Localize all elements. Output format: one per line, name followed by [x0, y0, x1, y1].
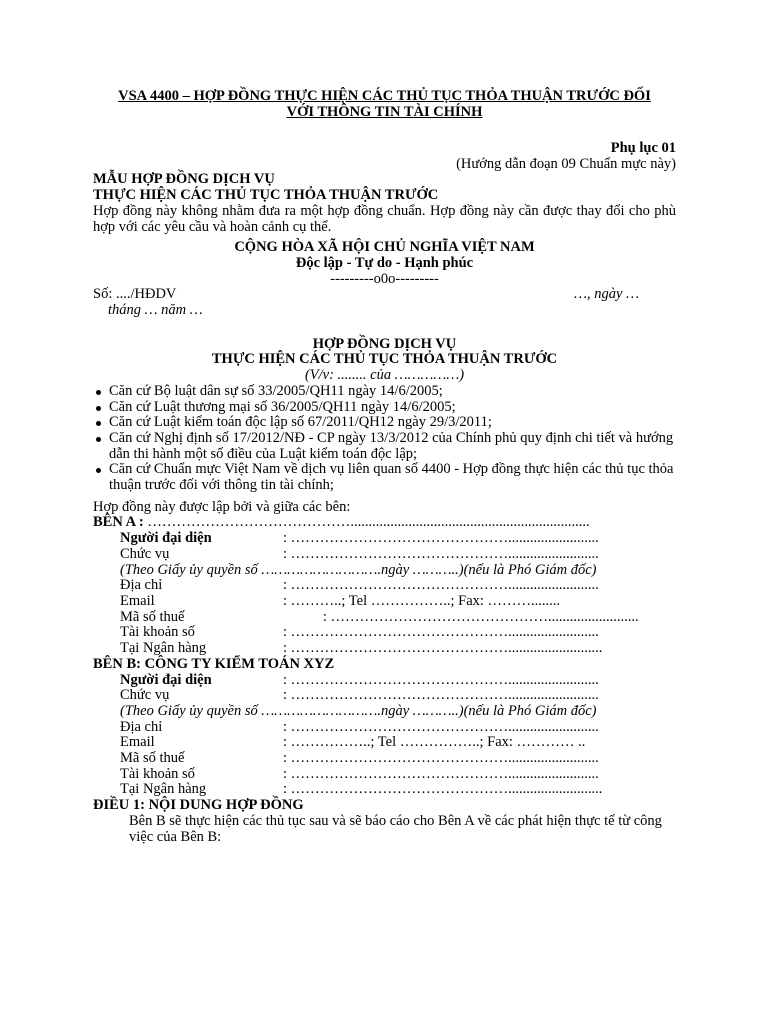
party-b-rep-label: Người đại diện	[120, 671, 212, 688]
party-b-authorization: (Theo Giấy ủy quyền số ……………………….ngày ………..)(nếu là Phó Giám đốc)	[120, 702, 597, 719]
document-title-line2: VỚI THÔNG TIN TÀI CHÍNH	[286, 104, 483, 120]
party-a-tax-label: Mã số thuế	[120, 608, 185, 625]
contract-number-line	[93, 287, 676, 303]
legal-basis-item: Căn cứ Bộ luật dân sự số 33/2005/QH11 ngày 14/6/2005;	[93, 384, 676, 400]
national-motto: Độc lập - Tự do - Hạnh phúc	[295, 254, 474, 271]
party-b-position-row	[93, 688, 676, 704]
party-b-bank-row	[93, 782, 676, 798]
party-b-address-row	[93, 720, 676, 736]
party-b-address-value: : ……………………………………….........................	[283, 719, 599, 735]
party-b-tax-row	[93, 751, 676, 767]
party-b-bank-value: : ………………………………………..........................	[283, 782, 603, 798]
contract-subject-line: (V/v: ........ của ……………)	[304, 367, 465, 384]
party-a-bank-value: : ………………………………………..........................	[283, 641, 603, 657]
parties-intro: Hợp đồng này được lập bởi và giữa các bên:	[93, 498, 351, 515]
country-name: CỘNG HÒA XÃ HỘI CHỦ NGHĨA VIỆT NAM	[234, 239, 535, 256]
party-a-heading	[93, 515, 676, 531]
contract-number: Số: ..../HĐDV	[93, 286, 177, 303]
party-b-tax-value: : ……………………………………….........................	[283, 751, 599, 767]
motto-separator: ---------o0o---------	[330, 270, 439, 287]
article-1-text: Bên B sẽ thực hiện các thủ tục sau và sẽ báo cáo cho Bên A về các phát hiện thực tế từ công việc của Bên B:	[129, 812, 662, 845]
template-title-2: THỰC HIỆN CÁC THỦ TỤC THỎA THUẬN TRƯỚC	[93, 187, 439, 204]
legal-bases-list	[93, 384, 676, 494]
template-title-1: MẪU HỢP ĐỒNG DỊCH VỤ	[93, 171, 275, 188]
party-b-position-value: : ……………………………………….........................	[283, 688, 599, 704]
party-a-authorization: (Theo Giấy ủy quyền số ……………………….ngày ………..)(nếu là Phó Giám đốc)	[120, 561, 597, 578]
contract-date-part1: …, ngày …	[574, 286, 639, 303]
party-a-account-label: Tài khoản số	[120, 624, 195, 641]
contract-date-part2: tháng … năm …	[108, 302, 203, 319]
party-b-rep-value: : ……………………………………….........................	[283, 672, 599, 688]
document-title-line1: VSA 4400 – HỢP ĐỒNG THỰC HIỆN CÁC THỦ TỤC THỎA THUẬN TRƯỚC ĐỐI	[118, 88, 651, 104]
party-a-name-fill: ……………………………………..................................................................	[147, 514, 590, 531]
party-a-rep-row	[93, 531, 676, 547]
party-a-address-row	[93, 578, 676, 594]
party-b-rep-row	[93, 673, 676, 689]
party-a-address-label: Địa chỉ	[120, 577, 163, 594]
party-b-bank-label: Tại Ngân hàng	[120, 781, 207, 798]
party-a-bank-label: Tại Ngân hàng	[120, 640, 207, 657]
party-a-tax-row	[93, 610, 676, 626]
party-a-details	[93, 531, 676, 657]
party-b-details	[93, 673, 676, 799]
party-a-position-row	[93, 547, 676, 563]
party-b-account-value: : ……………………………………….........................	[283, 766, 599, 782]
party-b-position-label: Chức vụ	[120, 687, 170, 704]
legal-basis-item: Căn cứ Luật kiểm toán độc lập số 67/2011/QH12 ngày 29/3/2011;	[93, 415, 676, 431]
party-b-email-value: : ……………..; Tel ……………..; Fax: ………… ..	[283, 735, 586, 751]
party-a-email-label: Email	[120, 592, 155, 609]
party-a-email-row	[93, 594, 676, 610]
party-a-position-label: Chức vụ	[120, 545, 170, 562]
party-b-address-label: Địa chỉ	[120, 718, 163, 735]
legal-basis-item: Căn cứ Luật thương mại số 36/2005/QH11 ngày 14/6/2005;	[93, 400, 676, 416]
party-a-label: BÊN A :	[93, 514, 148, 531]
party-b-tax-label: Mã số thuế	[120, 750, 185, 767]
legal-basis-item: Căn cứ Chuẩn mực Việt Nam về dịch vụ liên quan số 4400 - Hợp đồng thực hiện các thủ tục thỏa thuận trước đối với thông tin tài chính;	[93, 462, 676, 493]
article-1-title: ĐIỀU 1: NỘI DUNG HỢP ĐỒNG	[93, 797, 304, 814]
party-a-rep-value: : ……………………………………….........................	[283, 531, 599, 547]
contract-title-1: HỢP ĐỒNG DỊCH VỤ	[312, 335, 457, 352]
party-b-account-row	[93, 767, 676, 783]
appendix-label: Phụ lục 01	[610, 140, 676, 156]
party-b-heading: BÊN B: CÔNG TY KIỂM TOÁN XYZ	[93, 655, 335, 672]
party-a-account-row	[93, 625, 676, 641]
appendix-note: (Hướng dẫn đoạn 09 Chuẩn mực này)	[456, 155, 676, 172]
disclaimer-paragraph: Hợp đồng này không nhằm đưa ra một hợp đồng chuẩn. Hợp đồng này cần được thay đổi cho phù hợp với các yêu cầu và hoàn cảnh cụ thể.	[93, 202, 676, 235]
legal-basis-item: Căn cứ Nghị định số 17/2012/NĐ - CP ngày 13/3/2012 của Chính phủ quy định chi tiết và hướng dẫn thi hành một số điều của Luật kiểm toán độc lập;	[93, 431, 676, 462]
party-b-email-label: Email	[120, 734, 155, 751]
document-title	[93, 88, 676, 120]
party-a-tax-value: : ……………………………………….........................	[283, 608, 639, 625]
document-page	[93, 88, 676, 845]
contract-title-2: THỰC HIỆN CÁC THỦ TỤC THỎA THUẬN TRƯỚC	[211, 351, 558, 368]
party-a-position-value: : ……………………………………….........................	[283, 546, 599, 562]
party-b-email-row	[93, 735, 676, 751]
party-a-account-value: : ……………………………………….........................	[283, 625, 599, 641]
party-b-account-label: Tài khoản số	[120, 765, 195, 782]
party-a-address-value: : ……………………………………….........................	[283, 578, 599, 594]
party-a-email-value: : ………..; Tel ……………..; Fax: ………........	[283, 593, 561, 609]
party-a-bank-row	[93, 641, 676, 657]
party-a-rep-label: Người đại diện	[120, 530, 212, 547]
